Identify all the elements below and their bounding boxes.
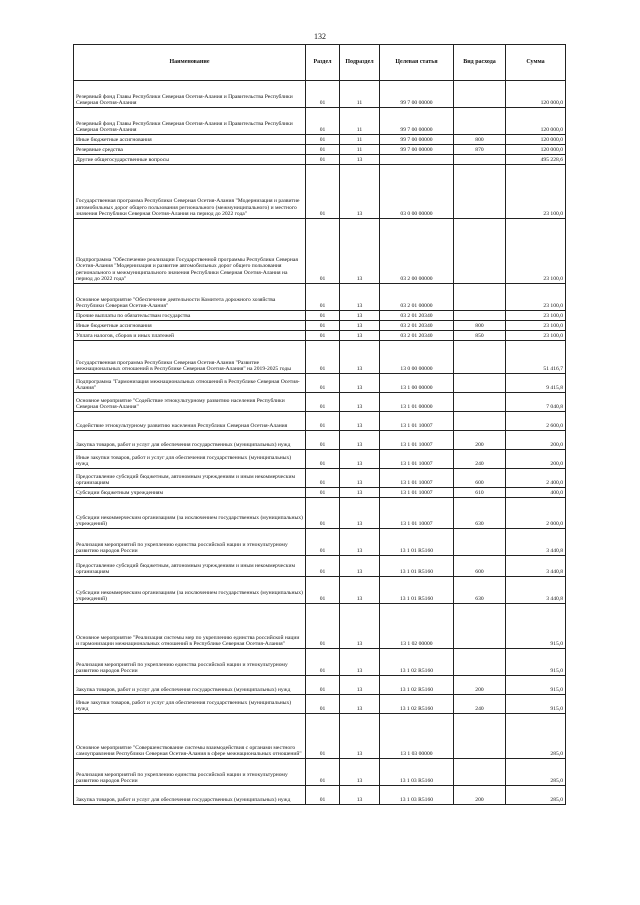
row-subsection-cell: 13 [340, 165, 380, 219]
row-section-cell: 01 [306, 331, 340, 341]
row-name-cell: Реализация мероприятий по укреплению единства российской нации и этнокультурному развитию народов России [74, 759, 306, 786]
row-article-cell: 13 1 02 R5160 [380, 649, 454, 676]
table-row [74, 135, 566, 145]
row-expense-kind-cell [454, 714, 506, 759]
row-sum-cell: 285,0 [506, 786, 566, 805]
row-subsection-cell: 13 [340, 676, 380, 695]
table-row [74, 393, 566, 412]
row-name-cell: Подпрограмма "Обеспечение реализации Государственной программы Республики Северная Осетия-Алания "Модернизация и развитие автомобильных дорог общего пользования регионального и межмуниципального значения Республики Северная Осетия-Алания на период до 2022 года" [74, 219, 306, 284]
row-sum-cell: 915,0 [506, 649, 566, 676]
header-section: Раздел [306, 45, 340, 81]
row-name-cell: Предоставление субсидий бюджетным, автономным учреждениям и иным некоммерческим организациям [74, 469, 306, 488]
row-section-cell: 01 [306, 81, 340, 108]
table-row [74, 219, 566, 284]
table-row [74, 577, 566, 604]
row-expense-kind-cell: 240 [454, 695, 506, 714]
table-row [74, 498, 566, 529]
row-sum-cell: 7 040,8 [506, 393, 566, 412]
row-subsection-cell: 13 [340, 393, 380, 412]
row-expense-kind-cell [454, 393, 506, 412]
row-subsection-cell: 13 [340, 341, 380, 374]
row-sum-cell: 285,0 [506, 759, 566, 786]
row-section-cell: 01 [306, 412, 340, 431]
row-sum-cell: 495 228,6 [506, 155, 566, 165]
row-section-cell: 01 [306, 155, 340, 165]
row-expense-kind-cell: 200 [454, 786, 506, 805]
row-sum-cell: 400,0 [506, 488, 566, 498]
row-subsection-cell: 13 [340, 155, 380, 165]
row-article-cell: 03 2 01 20340 [380, 321, 454, 331]
row-expense-kind-cell [454, 649, 506, 676]
row-subsection-cell: 13 [340, 311, 380, 321]
row-section-cell: 01 [306, 145, 340, 155]
row-sum-cell: 120 000,0 [506, 145, 566, 155]
row-article-cell: 03 2 01 20340 [380, 311, 454, 321]
row-section-cell: 01 [306, 676, 340, 695]
row-expense-kind-cell [454, 341, 506, 374]
row-subsection-cell: 13 [340, 284, 380, 311]
table-row [74, 331, 566, 341]
row-name-cell: Иные бюджетные ассигнования [74, 321, 306, 331]
row-name-cell: Резервный фонд Главы Республики Северная Осетия-Алания и Правительства Республики Северная Осетия-Алания [74, 108, 306, 135]
row-subsection-cell: 13 [340, 412, 380, 431]
row-article-cell: 99 7 00 00000 [380, 108, 454, 135]
table-row [74, 695, 566, 714]
row-section-cell: 01 [306, 284, 340, 311]
row-article-cell: 99 7 00 00000 [380, 135, 454, 145]
row-name-cell: Основное мероприятие "Реализация системы мер по укреплению единства российской нации и гармонизации межнациональных отношений в Республике Северная Осетия-Алания" [74, 604, 306, 649]
row-section-cell: 01 [306, 529, 340, 556]
row-sum-cell: 285,0 [506, 714, 566, 759]
row-name-cell: Субсидии бюджетным учреждениям [74, 488, 306, 498]
row-sum-cell: 915,0 [506, 695, 566, 714]
row-sum-cell: 120 000,0 [506, 135, 566, 145]
header-article: Целевая статья [380, 45, 454, 81]
row-subsection-cell: 13 [340, 219, 380, 284]
row-sum-cell: 915,0 [506, 676, 566, 695]
table-row [74, 284, 566, 311]
row-sum-cell: 23 100,0 [506, 321, 566, 331]
table-row [74, 311, 566, 321]
table-row [74, 786, 566, 805]
row-sum-cell: 200,0 [506, 450, 566, 469]
row-article-cell: 13 1 01 10007 [380, 431, 454, 450]
table-row [74, 374, 566, 393]
row-article-cell: 13 1 01 R5160 [380, 577, 454, 604]
row-expense-kind-cell [454, 759, 506, 786]
table-row [74, 155, 566, 165]
row-name-cell: Субсидии некоммерческим организациям (за исключением государственных (муниципальных) учреждений) [74, 498, 306, 529]
row-name-cell: Реализация мероприятий по укреплению единства российской нации и этнокультурному развитию народов России [74, 649, 306, 676]
table-row [74, 412, 566, 431]
row-sum-cell: 9 415,8 [506, 374, 566, 393]
row-name-cell: Уплата налогов, сборов и иных платежей [74, 331, 306, 341]
row-name-cell: Другие общегосударственные вопросы [74, 155, 306, 165]
row-name-cell: Основное мероприятие "Содействие этнокультурному развитию населения Республики Северная Осетия-Алания" [74, 393, 306, 412]
row-name-cell: Реализация мероприятий по укреплению единства российской нации и этнокультурному развитию народов России [74, 529, 306, 556]
row-section-cell: 01 [306, 577, 340, 604]
header-expense-kind: Вид расхода [454, 45, 506, 81]
table-row [74, 604, 566, 649]
table-row [74, 81, 566, 108]
table-row [74, 488, 566, 498]
table-row [74, 676, 566, 695]
row-section-cell: 01 [306, 695, 340, 714]
row-section-cell: 01 [306, 604, 340, 649]
row-expense-kind-cell [454, 374, 506, 393]
row-section-cell: 01 [306, 649, 340, 676]
table-row [74, 145, 566, 155]
row-expense-kind-cell: 630 [454, 498, 506, 529]
row-name-cell: Прочие выплаты по обязательствам государства [74, 311, 306, 321]
row-name-cell: Государственная программа Республики Северная Осетия-Алания "Модернизация и развитие автомобильных дорог общего пользования регионального (межмуниципального) и местного значения Республики Северная Осетия-Алания на период до 2022 года" [74, 165, 306, 219]
table-row [74, 469, 566, 488]
row-subsection-cell: 13 [340, 431, 380, 450]
row-subsection-cell: 13 [340, 321, 380, 331]
row-section-cell: 01 [306, 165, 340, 219]
row-subsection-cell: 13 [340, 529, 380, 556]
row-section-cell: 01 [306, 321, 340, 331]
row-sum-cell: 51 416,7 [506, 341, 566, 374]
row-sum-cell: 23 100,0 [506, 165, 566, 219]
row-name-cell: Государственная программа Республики Северная Осетия-Алания "Развитие межнациональных отношений в Республике Северная Осетия-Алания" на 2019-2025 годы [74, 341, 306, 374]
row-sum-cell: 915,0 [506, 604, 566, 649]
row-expense-kind-cell [454, 412, 506, 431]
row-article-cell: 13 1 01 R5160 [380, 529, 454, 556]
row-article-cell: 13 1 00 00000 [380, 374, 454, 393]
row-sum-cell: 23 100,0 [506, 331, 566, 341]
budget-table [73, 44, 566, 805]
row-article-cell: 13 1 03 R5160 [380, 786, 454, 805]
page-number: 132 [314, 32, 326, 41]
row-sum-cell: 2 600,0 [506, 412, 566, 431]
row-name-cell: Подпрограмма "Гармонизация межнациональных отношений в Республике Северная Осетия-Алания" [74, 374, 306, 393]
row-sum-cell: 23 100,0 [506, 219, 566, 284]
row-article-cell: 13 1 03 R5160 [380, 759, 454, 786]
row-name-cell: Основное мероприятие "Обеспечение деятельности Комитета дорожного хозяйства Республики Северная Осетия-Алания" [74, 284, 306, 311]
row-subsection-cell: 13 [340, 331, 380, 341]
row-article-cell: 13 1 03 00000 [380, 714, 454, 759]
table-row [74, 649, 566, 676]
table-row [74, 759, 566, 786]
row-subsection-cell: 11 [340, 135, 380, 145]
table-row [74, 108, 566, 135]
row-sum-cell: 3 440,8 [506, 556, 566, 577]
row-expense-kind-cell [454, 604, 506, 649]
table-row [74, 714, 566, 759]
header-sum: Сумма [506, 45, 566, 81]
row-expense-kind-cell [454, 219, 506, 284]
row-expense-kind-cell: 200 [454, 431, 506, 450]
row-sum-cell: 2 400,0 [506, 469, 566, 488]
row-subsection-cell: 13 [340, 649, 380, 676]
row-sum-cell: 200,0 [506, 431, 566, 450]
row-article-cell: 13 1 01 10007 [380, 498, 454, 529]
row-name-cell: Закупка товаров, работ и услуг для обеспечения государственных (муниципальных) нужд [74, 676, 306, 695]
table-header-row [74, 45, 566, 81]
row-section-cell: 01 [306, 374, 340, 393]
row-name-cell: Иные закупки товаров, работ и услуг для обеспечения государственных (муниципальных) нужд [74, 695, 306, 714]
row-expense-kind-cell: 630 [454, 577, 506, 604]
row-subsection-cell: 13 [340, 469, 380, 488]
row-sum-cell: 120 000,0 [506, 81, 566, 108]
row-article-cell [380, 155, 454, 165]
row-section-cell: 01 [306, 488, 340, 498]
row-section-cell: 01 [306, 431, 340, 450]
row-expense-kind-cell: 200 [454, 676, 506, 695]
row-subsection-cell: 13 [340, 488, 380, 498]
row-article-cell: 03 2 01 20340 [380, 331, 454, 341]
row-subsection-cell: 11 [340, 145, 380, 155]
row-section-cell: 01 [306, 469, 340, 488]
row-sum-cell: 3 440,8 [506, 577, 566, 604]
row-article-cell: 13 1 01 10007 [380, 488, 454, 498]
row-subsection-cell: 13 [340, 695, 380, 714]
table-row [74, 165, 566, 219]
row-subsection-cell: 13 [340, 577, 380, 604]
row-article-cell: 99 7 00 00000 [380, 81, 454, 108]
row-section-cell: 01 [306, 108, 340, 135]
row-expense-kind-cell: 240 [454, 450, 506, 469]
row-name-cell: Предоставление субсидий бюджетным, автономным учреждениям и иным некоммерческим организациям [74, 556, 306, 577]
row-article-cell: 13 0 00 00000 [380, 341, 454, 374]
row-section-cell: 01 [306, 556, 340, 577]
row-section-cell: 01 [306, 759, 340, 786]
row-expense-kind-cell [454, 529, 506, 556]
row-article-cell: 13 1 01 10007 [380, 469, 454, 488]
header-name: Наименование [74, 45, 306, 81]
row-name-cell: Содействие этнокультурному развитию населения Республики Северная Осетия-Алания [74, 412, 306, 431]
row-article-cell: 13 1 02 R5160 [380, 676, 454, 695]
row-section-cell: 01 [306, 219, 340, 284]
row-subsection-cell: 11 [340, 108, 380, 135]
row-expense-kind-cell: 870 [454, 145, 506, 155]
row-section-cell: 01 [306, 786, 340, 805]
row-article-cell: 03 2 00 00000 [380, 219, 454, 284]
row-expense-kind-cell [454, 311, 506, 321]
row-sum-cell: 23 100,0 [506, 284, 566, 311]
row-expense-kind-cell [454, 165, 506, 219]
row-expense-kind-cell: 600 [454, 556, 506, 577]
table-row [74, 556, 566, 577]
row-sum-cell: 3 440,8 [506, 529, 566, 556]
table-row [74, 431, 566, 450]
row-article-cell: 13 1 02 R5160 [380, 695, 454, 714]
row-expense-kind-cell: 850 [454, 331, 506, 341]
row-article-cell: 13 1 02 00000 [380, 604, 454, 649]
row-expense-kind-cell [454, 108, 506, 135]
row-name-cell: Иные закупки товаров, работ и услуг для обеспечения государственных (муниципальных) нужд [74, 450, 306, 469]
table-body [74, 81, 566, 805]
row-section-cell: 01 [306, 311, 340, 321]
row-subsection-cell: 11 [340, 81, 380, 108]
row-name-cell: Основное мероприятие "Совершенствование системы взаимодействия с органами местного самоуправления Республики Северная Осетия-Алания в сфере межнациональных отношений" [74, 714, 306, 759]
row-section-cell: 01 [306, 450, 340, 469]
table-row [74, 529, 566, 556]
row-name-cell: Субсидии некоммерческим организациям (за исключением государственных (муниципальных) учреждений) [74, 577, 306, 604]
row-section-cell: 01 [306, 341, 340, 374]
row-subsection-cell: 13 [340, 604, 380, 649]
header-subsection: Подраздел [340, 45, 380, 81]
row-subsection-cell: 13 [340, 786, 380, 805]
row-subsection-cell: 13 [340, 450, 380, 469]
row-section-cell: 01 [306, 135, 340, 145]
row-subsection-cell: 13 [340, 759, 380, 786]
row-expense-kind-cell [454, 155, 506, 165]
row-subsection-cell: 13 [340, 556, 380, 577]
row-expense-kind-cell [454, 81, 506, 108]
row-sum-cell: 2 000,0 [506, 498, 566, 529]
row-article-cell: 13 1 01 R5160 [380, 556, 454, 577]
row-article-cell: 13 1 01 10007 [380, 412, 454, 431]
table-row [74, 341, 566, 374]
row-article-cell: 99 7 00 00000 [380, 145, 454, 155]
row-expense-kind-cell: 800 [454, 135, 506, 145]
row-article-cell: 13 1 01 00000 [380, 393, 454, 412]
row-section-cell: 01 [306, 393, 340, 412]
row-article-cell: 13 1 01 10007 [380, 450, 454, 469]
row-name-cell: Закупка товаров, работ и услуг для обеспечения государственных (муниципальных) нужд [74, 786, 306, 805]
row-expense-kind-cell [454, 284, 506, 311]
row-expense-kind-cell: 600 [454, 469, 506, 488]
table-row [74, 450, 566, 469]
row-article-cell: 03 2 01 00000 [380, 284, 454, 311]
row-name-cell: Иные бюджетные ассигнования [74, 135, 306, 145]
row-subsection-cell: 13 [340, 714, 380, 759]
row-name-cell: Закупка товаров, работ и услуг для обеспечения государственных (муниципальных) нужд [74, 431, 306, 450]
row-article-cell: 03 0 00 00000 [380, 165, 454, 219]
row-subsection-cell: 13 [340, 498, 380, 529]
row-sum-cell: 23 100,0 [506, 311, 566, 321]
row-section-cell: 01 [306, 714, 340, 759]
table-row [74, 321, 566, 331]
row-name-cell: Резервные средства [74, 145, 306, 155]
row-section-cell: 01 [306, 498, 340, 529]
row-expense-kind-cell: 800 [454, 321, 506, 331]
row-name-cell: Резервный фонд Главы Республики Северная Осетия-Алания и Правительства Республики Северная Осетия-Алания [74, 81, 306, 108]
row-subsection-cell: 13 [340, 374, 380, 393]
row-sum-cell: 120 000,0 [506, 108, 566, 135]
row-expense-kind-cell: 610 [454, 488, 506, 498]
